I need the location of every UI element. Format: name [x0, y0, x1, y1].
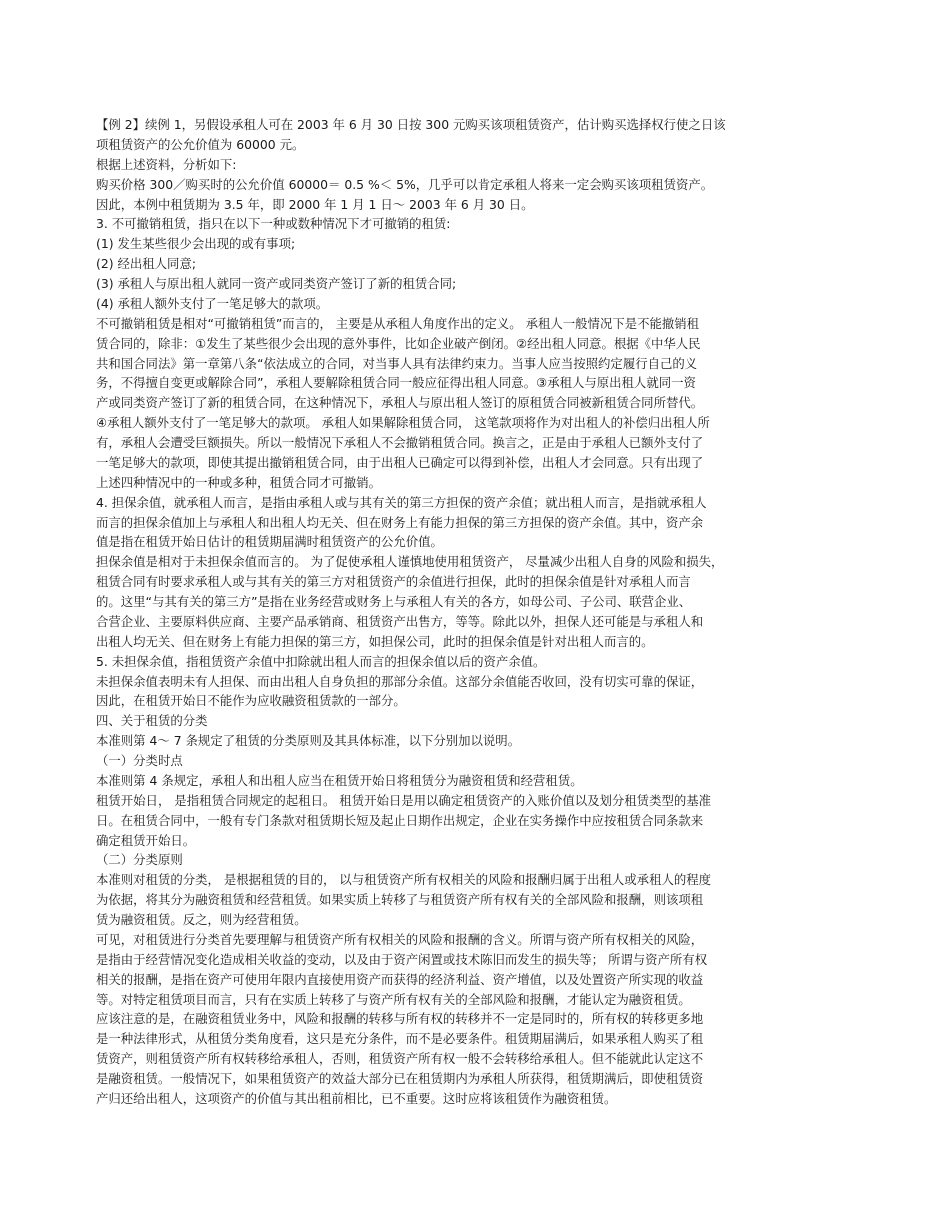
text-line: 赁为融资租赁。反之，则为经营租赁。	[96, 912, 307, 927]
text-line: 本准则第 4 条规定，承租人和出租人应当在租赁开始日将租赁分为融资租赁和经营租赁。	[96, 772, 583, 788]
text-line: 【例 2】续例 1，另假设承租人可在 2003 年 6 月 30 日按 300 元购买该项租赁资产，估计购买选择权行使之日该	[96, 117, 726, 132]
text-line: 的。这里“与其有关的第三方”是指在业务经营或财务上与承租人有关的各方，如母公司、子公司、联营企业、	[96, 594, 692, 609]
text-line: 有，承租人会遭受巨额损失。所以一般情况下承租人不会撤销租赁合同。换言之，正是由于承租人已额外支付了	[96, 435, 704, 450]
text-line: 项租赁资产的公允价值为 60000 元。	[96, 136, 305, 152]
text-line: 是指由于经营情况变化造成相关收益的变动，以及由于资产闲置或技术陈旧而发生的损失等； 所谓与资产所有权	[96, 951, 708, 967]
text-line: （二）分类原则	[96, 852, 183, 868]
text-line: 相关的报酬，是指在资产可使用年限内直接使用资产而获得的经济利益、资产增值，以及处置资产所实现的收益	[96, 971, 704, 987]
text-line: 可见，对租赁进行分类首先要理解与租赁资产所有权相关的风险和报酬的含义。所谓与资产所有权相关的风险，	[96, 931, 704, 947]
text-line: 根据上述资料，分析如下:	[96, 156, 237, 172]
text-line: 购买价格 300／购买时的公允价值 60000＝ 0.5 %＜ 5%，几乎可以肯定承租人将来一定会购买该项租赁资产。	[96, 176, 714, 192]
text-line: 四、关于租赁的分类	[96, 713, 208, 729]
text-line: 赁资产，则租赁资产所有权转移给承租人，否则，租赁资产所有权一般不会转移给承租人。但不能就此认定这不	[96, 1051, 704, 1067]
text-line: 因此，本例中租赁期为 3.5 年，即 2000 年 1 月 1 日～ 2003 年 6 月 30 日。	[96, 196, 534, 212]
text-line: 本准则对租赁的分类， 是根据租赁的目的， 以与租赁资产所有权相关的风险和报酬归属于出租人或承租人的程度	[96, 872, 712, 888]
text-line: 不可撤销租赁是相对“可撤销租赁”而言的， 主要是从承租人角度作出的定义。 承租人一般情况下是不能撤销租	[96, 315, 700, 331]
text-line: 赁合同的，除非：①发生了某些很少会出现的意外事件，比如企业破产倒闭。②经出租人同意。根据《中华人民	[96, 335, 701, 351]
text-line: 日。在租赁合同中，一般有专门条款对租赁期长短及起止日期作出规定，企业在实务操作中应按租赁合同条款来	[96, 812, 704, 828]
text-line: 租赁合同有时要求承租人或与其有关的第三方对租赁资产的余值进行担保，此时的担保余值是针对承租人而言	[96, 574, 691, 590]
text-line: ④承租人额外支付了一笔足够大的款项。 承租人如果解除租赁合同， 这笔款项将作为对出租人的补偿归出租人所	[96, 415, 710, 431]
text-line: 产或同类资产签订了新的租赁合同，在这种情况下，承租人与原出租人签订的原租赁合同被新租赁合同所替代。	[96, 395, 704, 411]
text-line: 担保余值是相对于未担保余值而言的。 为了促使承租人谨慎地使用租赁资产， 尽量减少出租人自身的风险和损失，	[96, 554, 724, 570]
text-line: 为依据，将其分为融资租赁和经营租赁。如果实质上转移了与租赁资产所有权有关的全部风险和报酬，则该项租	[96, 892, 704, 908]
text-line: 因此，在租赁开始日不能作为应收融资租赁款的一部分。	[96, 693, 406, 709]
text-line: 未担保余值表明未有人担保、而由出租人自身负担的那部分余值。这部分余值能否收回，没有切实可靠的保证，	[96, 673, 704, 689]
text-line: 务，不得擅自变更或解除合同”，承租人要解除租赁合同一般应征得出租人同意。③承租人与原出租人就同一资	[96, 375, 696, 391]
text-line: (3) 承租人与原出租人就同一资产或同类资产签订了新的租赁合同;	[96, 276, 457, 291]
text-line: 上述四种情况中的一种或多种，租赁合同才可撤销。	[96, 474, 381, 490]
text-line: (2) 经出租人同意;	[96, 256, 197, 272]
text-line: 本准则第 4～ 7 条规定了租赁的分类原则及其具体标准，以下分别加以说明。	[96, 733, 521, 749]
text-line: 产归还给出租人，这项资产的价值与其出租前相比，已不重要。这时应将该租赁作为融资租赁。	[96, 1090, 617, 1106]
text-line: 4. 担保余值，就承租人而言，是指由承租人或与其有关的第三方担保的资产余值；就出租人而言，是指就承租人	[96, 494, 707, 510]
text-line: 3. 不可撤销租赁，指只在以下一种或数种情况下才可撤销的租赁:	[96, 216, 451, 232]
text-line: 应该注意的是，在融资租赁业务中，风险和报酬的转移与所有权的转移并不一定是同时的，所有权的转移更多地	[96, 1011, 704, 1027]
text-line: (1) 发生某些很少会出现的或有事项;	[96, 236, 296, 252]
text-line: （一）分类时点	[96, 753, 183, 768]
text-line: 而言的担保余值加上与承租人和出租人均无关、但在财务上有能力担保的第三方担保的资产余值。其中，资产余	[96, 514, 704, 530]
text-line: 是一种法律形式，从租赁分类角度看，这只是充分条件，而不是必要条件。租赁期届满后，如果承租人购买了租	[96, 1031, 704, 1047]
document-body	[96, 115, 856, 1109]
text-line: 5. 未担保余值，指租赁资产余值中扣除就出租人而言的担保余值以后的资产余值。	[96, 653, 546, 669]
text-line: 合营企业、主要原料供应商、主要产品承销商、租赁资产出售方，等等。除此以外，担保人还可能是与承租人和	[96, 613, 704, 629]
text-line: 出租人均无关、但在财务上有能力担保的第三方，如担保公司，此时的担保余值是针对出租人而言的。	[96, 633, 654, 649]
text-line: 一笔足够大的款项，即使其提出撤销租赁合同，由于出租人已确定可以得到补偿，出租人才会同意。只有出现了	[96, 454, 704, 470]
text-line: 共和国合同法》第一章第八条“依法成立的合同，对当事人具有法律约束力。当事人应当按照约定履行自己的义	[96, 355, 698, 371]
text-line: 是融资租赁。一般情况下，如果租赁资产的效益大部分已在租赁期内为承租人所获得，租赁期满后，即使租赁资	[96, 1071, 704, 1086]
text-line: 值是指在租赁开始日估计的租赁期届满时租赁资产的公允价值。	[96, 534, 443, 550]
text-line: 等。对特定租赁项目而言，只有在实质上转移了与资产所有权有关的全部风险和报酬，才能认定为融资租赁。	[96, 991, 691, 1007]
text-line: (4) 承租人额外支付了一笔足够大的款项。	[96, 295, 329, 311]
text-line: 租赁开始日， 是指租赁合同规定的起租日。 租赁开始日是用以确定租赁资产的入账价值以及划分租赁类型的基准	[96, 792, 712, 808]
text-line: 确定租赁开始日。	[96, 832, 196, 848]
